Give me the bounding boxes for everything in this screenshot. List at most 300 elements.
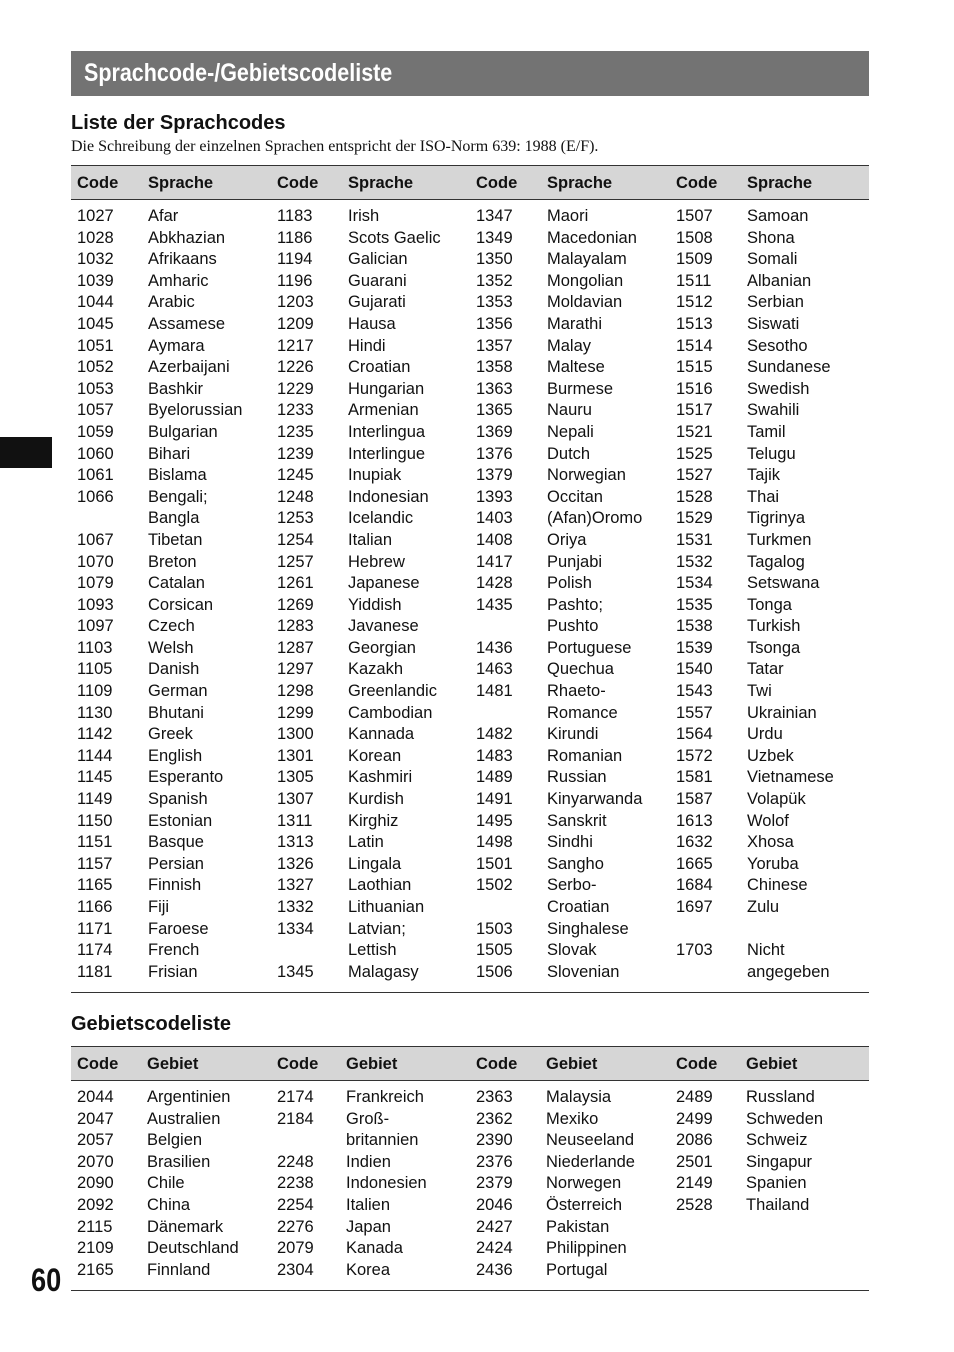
name-cell: French — [148, 941, 200, 960]
code-cell: 2090 — [77, 1174, 114, 1193]
code-cell: 1534 — [676, 574, 713, 593]
code-cell: 1349 — [476, 228, 513, 247]
code-cell: 1531 — [676, 530, 713, 549]
code-cell: 2501 — [676, 1152, 713, 1171]
name-cell: Burmese — [547, 379, 614, 398]
code-cell: 1060 — [77, 444, 114, 463]
name-cell: Korea — [346, 1260, 391, 1279]
code-cell: 1070 — [77, 552, 114, 571]
name-cell: Kirghiz — [348, 811, 399, 830]
code-cell: 2079 — [277, 1239, 314, 1258]
code-cell: 1495 — [476, 811, 513, 830]
code-cell: 1300 — [277, 725, 314, 744]
code-cell: 1697 — [676, 898, 713, 916]
code-cell: 1150 — [77, 811, 113, 830]
code-cell: 2115 — [77, 1217, 113, 1236]
name-cell: Thailand — [746, 1195, 810, 1214]
code-cell: 1287 — [277, 638, 314, 657]
code-cell: 1027 — [77, 207, 114, 225]
name-cell: Catalan — [148, 574, 205, 593]
name-cell: Bulgarian — [148, 422, 218, 441]
code-cell — [476, 616, 513, 638]
name-cell: Bhutani — [148, 703, 204, 722]
name-cell: Malay — [547, 336, 592, 355]
name-column — [747, 206, 834, 983]
name-cell: Slovak — [547, 941, 597, 960]
code-cell: 1352 — [476, 271, 513, 290]
name-cell: Indonesien — [346, 1174, 427, 1193]
code-cell — [676, 962, 713, 984]
name-cell: Breton — [148, 552, 197, 571]
code-cell: 1235 — [277, 422, 314, 441]
code-cell: 1186 — [277, 228, 313, 247]
name-cell: Kanada — [346, 1239, 403, 1258]
code-cell: 2109 — [77, 1239, 114, 1258]
code-cell: 1217 — [277, 336, 314, 355]
name-cell: Esperanto — [148, 768, 224, 787]
code-cell: 1393 — [476, 487, 513, 506]
code-cell: 1564 — [676, 725, 713, 744]
name-cell: Basque — [148, 833, 204, 852]
header-code: Code — [676, 1055, 718, 1073]
code-cell — [476, 897, 513, 919]
name-cell: Scots Gaelic — [348, 228, 441, 247]
code-cell: 1521 — [676, 422, 713, 441]
code-cell: 2057 — [77, 1131, 114, 1150]
name-cell: Gujarati — [348, 293, 406, 312]
name-cell: Moldavian — [547, 293, 623, 312]
code-cell: 1489 — [476, 768, 513, 787]
code-cell: 1334 — [277, 919, 314, 938]
code-cell: 1408 — [476, 530, 513, 549]
code-cell: 1229 — [277, 379, 314, 398]
name-cell: Inupiak — [348, 466, 402, 485]
name-cell: Macedonian — [547, 228, 637, 247]
code-cell: 1350 — [476, 250, 513, 269]
name-cell: Occitan — [547, 487, 603, 506]
code-cell: 1540 — [676, 660, 713, 679]
name-cell: Belgien — [147, 1131, 203, 1150]
header-code: Code — [77, 1055, 119, 1073]
name-cell: Portugal — [546, 1260, 608, 1279]
code-cell: 2238 — [277, 1174, 314, 1193]
code-cell: 1511 — [676, 271, 712, 290]
name-cell: Yoruba — [747, 854, 799, 873]
code-cell: 1356 — [476, 314, 513, 333]
name-cell: Argentinien — [147, 1088, 231, 1106]
code-cell: 1538 — [676, 617, 713, 636]
code-cell: 2174 — [277, 1088, 314, 1106]
header-code: Code — [476, 174, 518, 192]
name-cell: Tonga — [747, 595, 792, 614]
name-cell: Pashto; — [547, 595, 603, 614]
name-cell: Greek — [148, 725, 193, 744]
name-cell: Sesotho — [747, 336, 808, 355]
code-column — [476, 1087, 513, 1281]
code-cell: 1032 — [77, 250, 114, 269]
name-cell: Bengali; — [148, 487, 208, 506]
table-header — [71, 165, 869, 200]
name-cell: Croatian — [348, 358, 411, 377]
name-cell: Irish — [348, 207, 380, 225]
header-code: Code — [77, 174, 119, 192]
name-cell: Korean — [348, 746, 402, 765]
code-cell: 1513 — [676, 314, 713, 333]
header-language: Sprache — [148, 174, 214, 192]
name-cell: Rhaeto- — [547, 682, 606, 701]
code-cell: 1301 — [277, 746, 314, 765]
code-cell: 1053 — [77, 379, 114, 398]
code-cell: 1057 — [77, 401, 114, 420]
name-cell: Sanskrit — [547, 811, 607, 830]
name-cell: Japanese — [348, 574, 420, 593]
name-cell: Volapük — [747, 790, 806, 809]
name-cell: Laothian — [348, 876, 412, 895]
name-cell: Bihari — [148, 444, 191, 463]
code-cell — [676, 919, 713, 941]
name-cell: Russian — [547, 768, 607, 787]
code-cell: 1532 — [676, 552, 713, 571]
code-cell: 2184 — [277, 1109, 314, 1128]
code-cell: 1613 — [676, 811, 713, 830]
name-cell: Schweiz — [746, 1131, 808, 1150]
code-cell: 1543 — [676, 682, 713, 701]
name-cell: Setswana — [747, 574, 820, 593]
code-cell: 1535 — [676, 595, 713, 614]
code-cell: 2044 — [77, 1088, 114, 1106]
name-cell: Indonesian — [348, 487, 429, 506]
code-cell: 1703 — [676, 941, 713, 960]
name-cell: Australien — [147, 1109, 221, 1128]
code-cell: 2046 — [476, 1195, 513, 1214]
name-cell: Estonian — [148, 811, 213, 830]
code-cell: 1298 — [277, 682, 314, 701]
code-cell: 2149 — [676, 1174, 713, 1193]
code-cell: 1181 — [77, 962, 113, 981]
name-cell: Vietnamese — [747, 768, 834, 787]
code-cell: 1226 — [277, 358, 314, 377]
name-cell: Norwegen — [546, 1174, 622, 1193]
name-cell: Sindhi — [547, 833, 593, 852]
name-cell: Chinese — [747, 876, 808, 895]
code-column — [77, 206, 114, 983]
code-cell: 1517 — [676, 401, 713, 420]
code-cell: 1379 — [476, 466, 513, 485]
code-cell: 1299 — [277, 703, 314, 722]
name-cell: Telugu — [747, 444, 796, 463]
name-cell: Javanese — [348, 617, 419, 636]
name-cell: Hebrew — [348, 552, 405, 571]
code-cell: 1183 — [277, 207, 313, 225]
code-cell: 2436 — [476, 1260, 513, 1279]
code-cell: 1297 — [277, 660, 314, 679]
name-cell: Greenlandic — [348, 682, 437, 701]
code-column — [476, 206, 513, 983]
code-cell — [277, 1130, 314, 1152]
name-cell: Deutschland — [147, 1239, 239, 1258]
code-cell: 1512 — [676, 293, 713, 312]
name-cell: Hindi — [348, 336, 386, 355]
code-cell: 1305 — [277, 768, 314, 787]
name-cell: Romanian — [547, 746, 623, 765]
header-code: Code — [277, 1055, 319, 1073]
name-cell: Yiddish — [348, 595, 402, 614]
languages-heading: Liste der Sprachcodes — [71, 112, 286, 134]
name-cell: Interlingua — [348, 422, 426, 441]
name-cell: Cambodian — [348, 703, 433, 722]
name-cell: Maori — [547, 207, 589, 225]
code-cell: 1428 — [476, 574, 513, 593]
code-cell: 1248 — [277, 487, 314, 506]
code-cell: 1142 — [77, 725, 113, 744]
code-column — [277, 206, 314, 983]
name-cell: Mongolian — [547, 271, 624, 290]
code-cell: 1326 — [277, 854, 314, 873]
code-cell: 2528 — [676, 1195, 713, 1214]
name-cell: Afrikaans — [148, 250, 217, 269]
name-cell: Assamese — [148, 314, 226, 333]
code-cell: 1103 — [77, 638, 113, 657]
name-cell: Kannada — [348, 725, 415, 744]
region-code-table — [71, 1046, 869, 1291]
table-header — [71, 1046, 869, 1081]
name-cell: Maltese — [547, 358, 605, 377]
code-cell: 1079 — [77, 574, 114, 593]
header-region: Gebiet — [546, 1055, 598, 1073]
name-cell: Swahili — [747, 401, 800, 420]
name-cell: Polish — [547, 574, 592, 593]
code-cell: 1059 — [77, 422, 114, 441]
code-cell: 1245 — [277, 466, 314, 485]
code-cell: 1502 — [476, 876, 513, 895]
name-cell: Lettish — [348, 941, 397, 960]
name-cell: Tamil — [747, 422, 786, 441]
code-cell: 1376 — [476, 444, 513, 463]
name-cell: Thai — [747, 487, 780, 506]
name-cell: Philippinen — [546, 1239, 627, 1258]
code-cell: 1358 — [476, 358, 513, 377]
name-cell: Arabic — [148, 293, 195, 312]
name-cell: Groß- — [346, 1109, 390, 1128]
code-cell: 1097 — [77, 617, 114, 636]
code-cell: 1483 — [476, 746, 513, 765]
name-cell: Dänemark — [147, 1217, 224, 1236]
name-cell: Kinyarwanda — [547, 790, 643, 809]
name-cell: Shona — [747, 228, 795, 247]
header-code: Code — [676, 174, 718, 192]
code-cell: 1209 — [277, 314, 314, 333]
name-column — [148, 206, 242, 983]
name-cell: Azerbaijani — [148, 358, 230, 377]
code-cell: 2376 — [476, 1152, 513, 1171]
header-code: Code — [476, 1055, 518, 1073]
name-cell: Armenian — [348, 401, 419, 420]
code-cell: 1171 — [77, 919, 113, 938]
code-cell: 1436 — [476, 638, 513, 657]
name-cell: Icelandic — [348, 509, 414, 528]
name-column — [147, 1087, 239, 1281]
name-cell: Neuseeland — [546, 1131, 635, 1150]
name-cell: Zulu — [747, 898, 780, 916]
code-cell: 1463 — [476, 660, 513, 679]
code-cell: 2254 — [277, 1195, 314, 1214]
code-cell: 1509 — [676, 250, 713, 269]
code-cell: 1529 — [676, 509, 713, 528]
name-cell: Albanian — [747, 271, 812, 290]
name-cell: Czech — [148, 617, 195, 636]
code-cell: 1283 — [277, 617, 314, 636]
code-cell: 1417 — [476, 552, 513, 571]
name-cell: Turkmen — [747, 530, 812, 549]
name-cell: Somali — [747, 250, 798, 269]
code-cell: 1261 — [277, 574, 314, 593]
code-cell: 2304 — [277, 1260, 314, 1279]
name-cell: Italien — [346, 1195, 391, 1214]
code-cell: 1239 — [277, 444, 314, 463]
code-cell: 1481 — [476, 682, 513, 701]
name-cell: Amharic — [148, 271, 209, 290]
code-cell: 1051 — [77, 336, 114, 355]
code-cell: 1587 — [676, 790, 713, 809]
section-tab-marker — [0, 437, 52, 468]
name-cell: Kirundi — [547, 725, 599, 744]
code-column — [676, 206, 713, 983]
code-cell: 1105 — [77, 660, 113, 679]
code-cell: 1516 — [676, 379, 713, 398]
code-cell: 1491 — [476, 790, 513, 809]
header-language: Sprache — [747, 174, 813, 192]
name-cell: Interlingue — [348, 444, 426, 463]
code-cell: 1403 — [476, 509, 513, 528]
name-cell: Bislama — [148, 466, 207, 485]
code-cell: 1194 — [277, 250, 313, 269]
code-cell: 1435 — [476, 595, 513, 614]
code-cell: 1345 — [277, 962, 314, 981]
name-column — [547, 206, 642, 983]
code-cell — [476, 703, 513, 725]
name-column — [746, 1087, 823, 1217]
code-cell: 1528 — [676, 487, 713, 506]
code-cell: 1327 — [277, 876, 314, 895]
name-cell: Finnish — [148, 876, 202, 895]
code-cell: 1353 — [476, 293, 513, 312]
name-cell: Serbo- — [547, 876, 597, 895]
page-title-bar — [71, 51, 869, 96]
name-cell: Croatian — [547, 898, 610, 916]
name-cell: Portuguese — [547, 638, 632, 657]
code-cell: 1369 — [476, 422, 513, 441]
name-cell: Frankreich — [346, 1088, 424, 1106]
name-cell: Nepali — [547, 422, 594, 441]
code-cell: 1233 — [277, 401, 314, 420]
name-cell: Tajik — [747, 466, 781, 485]
name-cell: Faroese — [148, 919, 209, 938]
name-cell: Bangla — [148, 509, 200, 528]
name-cell: Kurdish — [348, 790, 404, 809]
code-cell: 1174 — [77, 941, 113, 960]
code-cell: 1145 — [77, 768, 113, 787]
languages-intro: Die Schreibung der einzelnen Sprachen entspricht der ISO-Norm 639: 1988 (E/F). — [71, 138, 599, 155]
name-cell: Afar — [148, 207, 179, 225]
code-cell: 1067 — [77, 530, 114, 549]
code-cell: 1269 — [277, 595, 314, 614]
name-cell: China — [147, 1195, 191, 1214]
code-column — [676, 1087, 713, 1217]
name-cell: Siswati — [747, 314, 800, 333]
header-region: Gebiet — [346, 1055, 398, 1073]
name-cell: Tagalog — [747, 552, 805, 571]
name-cell: Tibetan — [148, 530, 203, 549]
code-cell: 1253 — [277, 509, 314, 528]
code-cell: 1581 — [676, 768, 713, 787]
page-number: 60 — [31, 1262, 62, 1298]
code-cell: 1482 — [476, 725, 513, 744]
code-cell: 2390 — [476, 1131, 513, 1150]
code-cell: 1501 — [476, 854, 513, 873]
name-cell: Punjabi — [547, 552, 603, 571]
code-cell: 1498 — [476, 833, 513, 852]
code-cell: 1357 — [476, 336, 513, 355]
code-cell — [77, 508, 114, 530]
code-cell: 2165 — [77, 1260, 114, 1279]
name-cell: Finnland — [147, 1260, 211, 1279]
name-cell: Singhalese — [547, 919, 629, 938]
code-cell: 1166 — [77, 898, 113, 916]
code-cell: 1151 — [77, 833, 113, 852]
code-column — [277, 1087, 314, 1281]
name-cell: Georgian — [348, 638, 416, 657]
code-cell: 2489 — [676, 1088, 713, 1106]
name-cell: Guarani — [348, 271, 407, 290]
name-cell: Twi — [747, 682, 772, 701]
name-cell: Italian — [348, 530, 393, 549]
name-column — [346, 1087, 427, 1281]
code-cell: 1505 — [476, 941, 513, 960]
header-language: Sprache — [348, 174, 414, 192]
code-cell: 1665 — [676, 854, 713, 873]
name-cell: Urdu — [747, 725, 783, 744]
name-cell: Bashkir — [148, 379, 204, 398]
name-cell: Pushto — [547, 617, 599, 636]
name-cell: Tsonga — [747, 638, 801, 657]
name-cell: Romance — [547, 703, 618, 722]
name-cell: Marathi — [547, 314, 603, 333]
name-cell: Lingala — [348, 854, 402, 873]
code-cell: 1632 — [676, 833, 713, 852]
code-cell: 1157 — [77, 854, 113, 873]
name-cell: Kashmiri — [348, 768, 413, 787]
name-cell: Nauru — [547, 401, 592, 420]
name-cell: Slovenian — [547, 962, 620, 981]
name-cell: Lithuanian — [348, 898, 425, 916]
name-cell: Schweden — [746, 1109, 824, 1128]
name-cell: German — [148, 682, 208, 701]
name-cell: Nicht — [747, 941, 785, 960]
code-cell: 1514 — [676, 336, 713, 355]
code-cell: 2363 — [476, 1088, 513, 1106]
code-cell: 2047 — [77, 1109, 114, 1128]
name-cell: Sangho — [547, 854, 604, 873]
code-cell: 1039 — [77, 271, 114, 290]
name-cell: English — [148, 746, 203, 765]
name-cell: Latvian; — [348, 919, 406, 938]
name-cell: Kazakh — [348, 660, 404, 679]
code-column — [77, 1087, 114, 1281]
name-column — [348, 206, 441, 983]
code-cell: 1307 — [277, 790, 314, 809]
name-cell: Malagasy — [348, 962, 419, 981]
name-cell: Hungarian — [348, 379, 425, 398]
